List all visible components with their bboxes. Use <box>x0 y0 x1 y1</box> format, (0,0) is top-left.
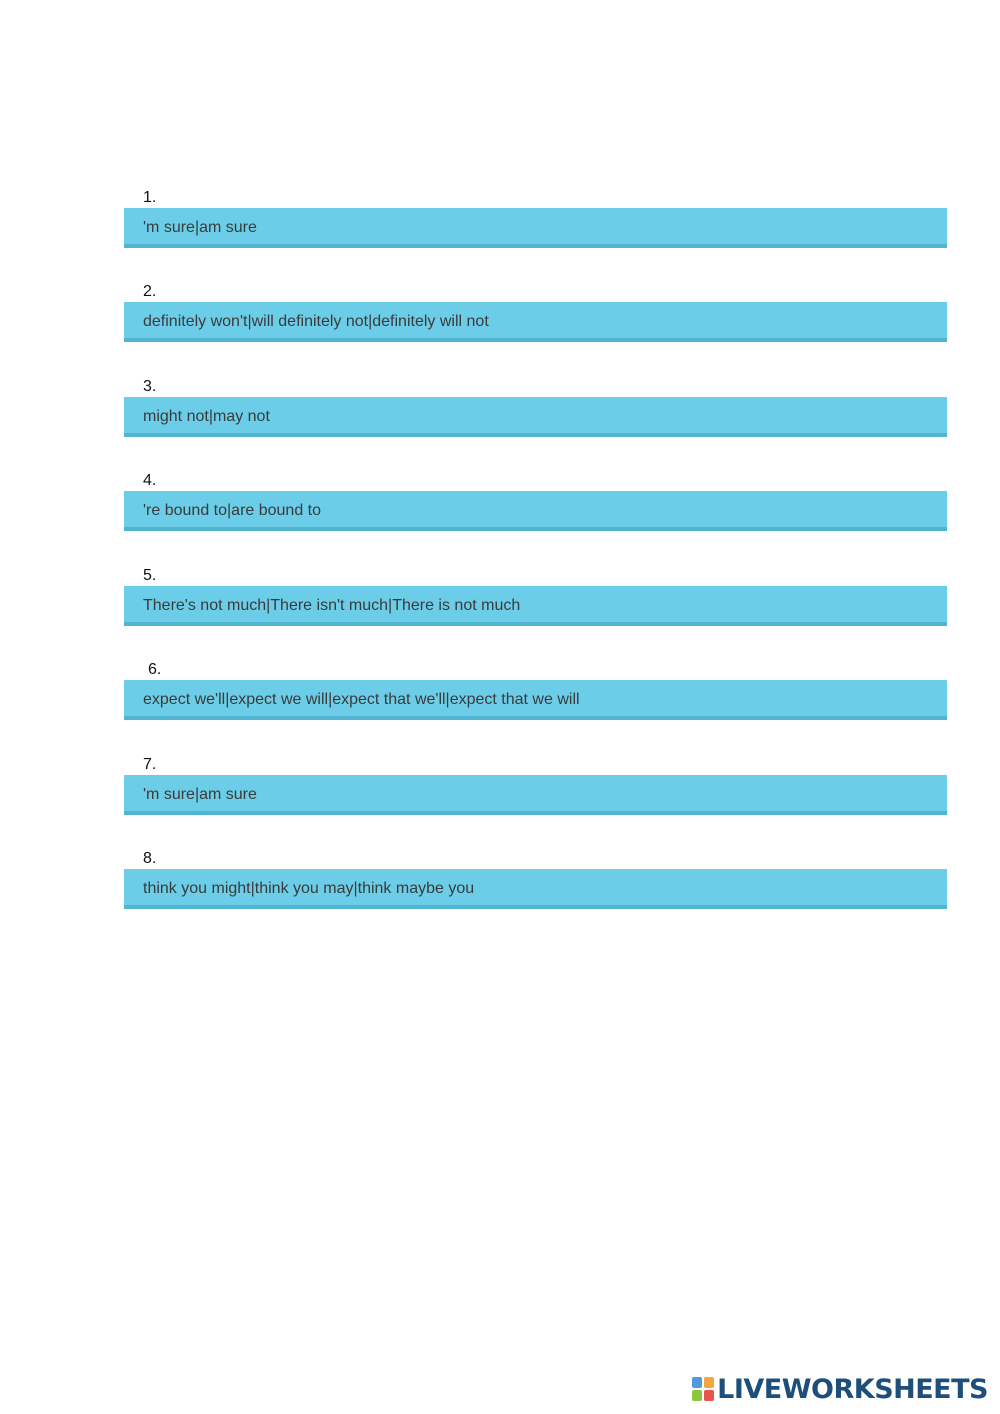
answer-field-3[interactable] <box>124 397 947 437</box>
answer-text: 'm sure|am sure <box>143 786 257 803</box>
answer-text: expect we'll|expect we will|expect that we'll|expect that we will <box>143 691 580 708</box>
question-number: 7. <box>143 756 157 773</box>
question-number: 8. <box>143 850 157 867</box>
answer-field-7[interactable] <box>124 775 947 815</box>
answer-text: think you might|think you may|think maybe you <box>143 880 475 897</box>
logo-tile-4 <box>704 1390 714 1401</box>
answer-text: definitely won't|will definitely not|definitely will not <box>143 313 489 330</box>
answer-field-6[interactable] <box>124 680 947 720</box>
question-number: 4. <box>143 472 157 489</box>
logo-tile-1 <box>692 1377 702 1388</box>
answer-text: 'm sure|am sure <box>143 219 257 236</box>
logo-tiles-icon <box>692 1377 714 1401</box>
answer-field-4[interactable] <box>124 491 947 531</box>
question-number: 1. <box>143 189 157 206</box>
answer-text: There's not much|There isn't much|There is not much <box>143 597 521 614</box>
question-number: 3. <box>143 378 157 395</box>
liveworksheets-logo <box>692 1372 988 1406</box>
logo-tile-3 <box>692 1390 702 1401</box>
question-number: 5. <box>143 567 157 584</box>
answer-text: 're bound to|are bound to <box>143 502 322 519</box>
logo-wordmark: LIVEWORKSHEETS <box>717 1373 988 1405</box>
answer-field-1[interactable] <box>124 208 947 248</box>
answer-field-5[interactable] <box>124 586 947 626</box>
answer-field-2[interactable] <box>124 302 947 342</box>
logo-tile-2 <box>704 1377 714 1388</box>
question-number: 6. <box>148 661 162 678</box>
answer-field-8[interactable] <box>124 869 947 909</box>
question-number: 2. <box>143 283 157 300</box>
answer-text: might not|may not <box>143 408 270 425</box>
